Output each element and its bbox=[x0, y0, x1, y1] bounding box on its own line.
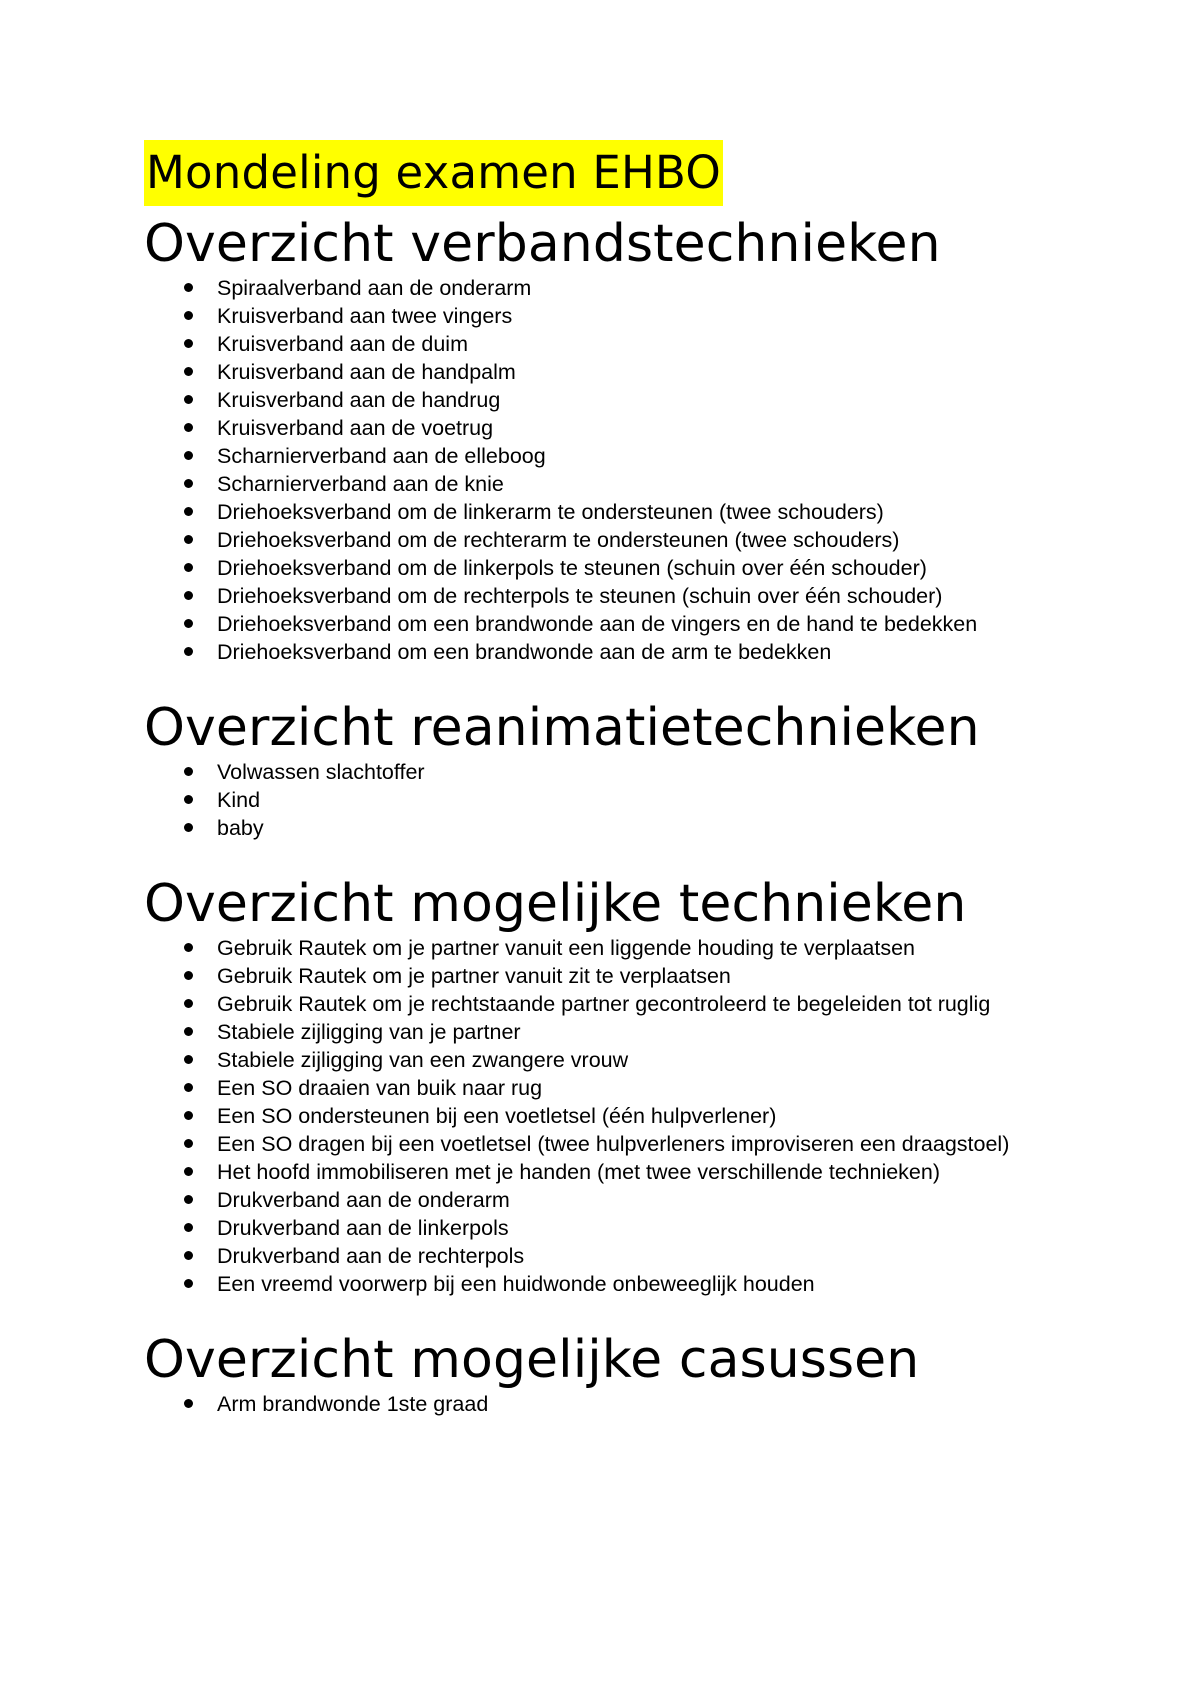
list-item bbox=[144, 758, 1064, 786]
bullet-icon bbox=[184, 1279, 193, 1288]
list-item bbox=[144, 358, 1064, 386]
list-item bbox=[144, 786, 1064, 814]
section bbox=[144, 874, 1064, 1298]
bullet-icon bbox=[184, 795, 193, 804]
bullet-icon bbox=[184, 1223, 193, 1232]
list-item-text: Een SO draaien van buik naar rug bbox=[217, 1076, 543, 1100]
list-item bbox=[144, 1158, 1064, 1186]
list-item bbox=[144, 934, 1064, 962]
bullet-icon bbox=[184, 1083, 193, 1092]
list-item bbox=[144, 1074, 1064, 1102]
list-item bbox=[144, 442, 1064, 470]
list-item-text: Een vreemd voorwerp bij een huidwonde onbeweeglijk houden bbox=[217, 1272, 815, 1296]
bullet-icon bbox=[184, 535, 193, 544]
bullet-icon bbox=[184, 395, 193, 404]
bullet-icon bbox=[184, 943, 193, 952]
list-item-text: baby bbox=[217, 816, 264, 840]
bullet-icon bbox=[184, 1399, 193, 1408]
list-item bbox=[144, 814, 1064, 842]
list-item bbox=[144, 1130, 1064, 1158]
bullet-list bbox=[144, 934, 1064, 1298]
list-item-text: Arm brandwonde 1ste graad bbox=[217, 1392, 489, 1416]
bullet-icon bbox=[184, 1251, 193, 1260]
list-item bbox=[144, 526, 1064, 554]
bullet-icon bbox=[184, 999, 193, 1008]
bullet-list bbox=[144, 274, 1064, 666]
list-item-text: Kruisverband aan de voetrug bbox=[217, 416, 494, 440]
bullet-icon bbox=[184, 367, 193, 376]
list-item-text: Driehoeksverband om de rechterarm te ondersteunen (twee schouders) bbox=[217, 528, 900, 552]
list-item bbox=[144, 1102, 1064, 1130]
list-item bbox=[144, 1390, 1064, 1418]
section bbox=[144, 698, 1064, 842]
list-item bbox=[144, 1046, 1064, 1074]
section-heading: Overzicht mogelijke casussen bbox=[144, 1330, 920, 1390]
list-item-text: Volwassen slachtoffer bbox=[217, 760, 425, 784]
list-item bbox=[144, 386, 1064, 414]
list-item bbox=[144, 1018, 1064, 1046]
list-item-text: Een SO ondersteunen bij een voetletsel (één hulpverlener) bbox=[217, 1104, 777, 1128]
list-item bbox=[144, 554, 1064, 582]
bullet-icon bbox=[184, 563, 193, 572]
bullet-icon bbox=[184, 339, 193, 348]
list-item-text: Gebruik Rautek om je partner vanuit zit te verplaatsen bbox=[217, 964, 731, 988]
list-item-text: Drukverband aan de onderarm bbox=[217, 1188, 510, 1212]
bullet-icon bbox=[184, 479, 193, 488]
bullet-list bbox=[144, 758, 1064, 842]
bullet-icon bbox=[184, 1055, 193, 1064]
list-item bbox=[144, 990, 1064, 1018]
section-heading: Overzicht mogelijke technieken bbox=[144, 874, 967, 934]
list-item bbox=[144, 330, 1064, 358]
list-item-text: Spiraalverband aan de onderarm bbox=[217, 276, 532, 300]
list-item-text: Een SO dragen bij een voetletsel (twee hulpverleners improviseren een draagstoel) bbox=[217, 1132, 1010, 1156]
list-item-text: Gebruik Rautek om je rechtstaande partner gecontroleerd te begeleiden tot ruglig bbox=[217, 992, 991, 1016]
list-item bbox=[144, 274, 1064, 302]
list-item-text: Driehoeksverband om een brandwonde aan de vingers en de hand te bedekken bbox=[217, 612, 978, 636]
list-item bbox=[144, 470, 1064, 498]
list-item-text: Driehoeksverband om een brandwonde aan de arm te bedekken bbox=[217, 640, 832, 664]
section bbox=[144, 1330, 1064, 1418]
list-item bbox=[144, 302, 1064, 330]
bullet-icon bbox=[184, 451, 193, 460]
list-item-text: Driehoeksverband om de linkerarm te ondersteunen (twee schouders) bbox=[217, 500, 884, 524]
list-item bbox=[144, 1186, 1064, 1214]
list-item-text: Drukverband aan de linkerpols bbox=[217, 1216, 509, 1240]
list-item-text: Gebruik Rautek om je partner vanuit een liggende houding te verplaatsen bbox=[217, 936, 916, 960]
list-item-text: Kruisverband aan de duim bbox=[217, 332, 468, 356]
bullet-icon bbox=[184, 619, 193, 628]
list-item-text: Scharnierverband aan de elleboog bbox=[217, 444, 546, 468]
bullet-icon bbox=[184, 647, 193, 656]
document-title: Mondeling examen EHBO bbox=[144, 140, 723, 206]
bullet-icon bbox=[184, 423, 193, 432]
bullet-icon bbox=[184, 1195, 193, 1204]
sections-container bbox=[144, 214, 1064, 1418]
section-heading: Overzicht verbandstechnieken bbox=[144, 214, 941, 274]
list-item bbox=[144, 1270, 1064, 1298]
bullet-icon bbox=[184, 311, 193, 320]
document-body bbox=[144, 140, 1064, 1418]
bullet-icon bbox=[184, 591, 193, 600]
list-item-text: Stabiele zijligging van je partner bbox=[217, 1020, 521, 1044]
list-item-text: Kruisverband aan de handrug bbox=[217, 388, 501, 412]
list-item-text: Scharnierverband aan de knie bbox=[217, 472, 504, 496]
list-item bbox=[144, 414, 1064, 442]
list-item-text: Driehoeksverband om de linkerpols te steunen (schuin over één schouder) bbox=[217, 556, 927, 580]
list-item bbox=[144, 638, 1064, 666]
bullet-icon bbox=[184, 971, 193, 980]
bullet-icon bbox=[184, 1167, 193, 1176]
list-item-text: Stabiele zijligging van een zwangere vrouw bbox=[217, 1048, 629, 1072]
bullet-icon bbox=[184, 823, 193, 832]
bullet-icon bbox=[184, 1139, 193, 1148]
section-heading: Overzicht reanimatietechnieken bbox=[144, 698, 980, 758]
list-item bbox=[144, 962, 1064, 990]
list-item bbox=[144, 582, 1064, 610]
list-item bbox=[144, 610, 1064, 638]
list-item bbox=[144, 1214, 1064, 1242]
list-item bbox=[144, 498, 1064, 526]
list-item-text: Kind bbox=[217, 788, 261, 812]
list-item bbox=[144, 1242, 1064, 1270]
bullet-list bbox=[144, 1390, 1064, 1418]
bullet-icon bbox=[184, 767, 193, 776]
bullet-icon bbox=[184, 283, 193, 292]
list-item-text: Het hoofd immobiliseren met je handen (met twee verschillende technieken) bbox=[217, 1160, 941, 1184]
list-item-text: Kruisverband aan twee vingers bbox=[217, 304, 513, 328]
list-item-text: Kruisverband aan de handpalm bbox=[217, 360, 516, 384]
bullet-icon bbox=[184, 1027, 193, 1036]
list-item-text: Driehoeksverband om de rechterpols te steunen (schuin over één schouder) bbox=[217, 584, 943, 608]
section bbox=[144, 214, 1064, 666]
bullet-icon bbox=[184, 507, 193, 516]
bullet-icon bbox=[184, 1111, 193, 1120]
list-item-text: Drukverband aan de rechterpols bbox=[217, 1244, 525, 1268]
